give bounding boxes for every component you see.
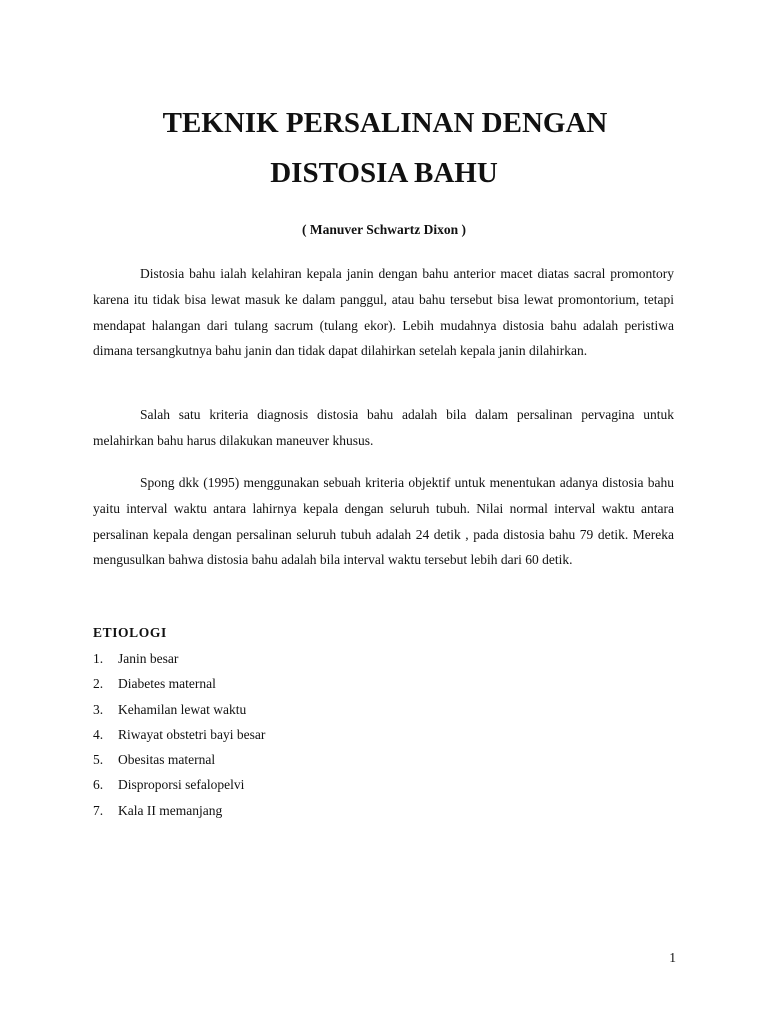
list-item-number: 7.	[93, 802, 104, 818]
list-item-number: 2.	[93, 676, 104, 692]
document-title-line-2: DISTOSIA BAHU	[270, 157, 498, 189]
list-item-text: Diabetes maternal	[118, 676, 216, 692]
list-item-text: Obesitas maternal	[118, 752, 216, 768]
list-item	[93, 676, 674, 701]
list-item-text: Janin besar	[118, 651, 179, 666]
document-title-line-1: TEKNIK PERSALINAN DENGAN	[162, 107, 608, 139]
list-item-number: 5.	[93, 752, 104, 768]
list-item-number: 4.	[93, 726, 104, 742]
list-item-text: Kehamilan lewat waktu	[118, 701, 247, 717]
list-item	[93, 777, 674, 802]
list-item	[93, 651, 674, 676]
list-item-text: Disproporsi sefalopelvi	[118, 777, 245, 793]
list-item-number: 1.	[93, 651, 104, 666]
page-number: 1	[669, 950, 676, 965]
list-item	[93, 702, 674, 727]
list-item-number: 3.	[93, 701, 104, 717]
list-item-text: Riwayat obstetri bayi besar	[118, 726, 266, 742]
list-item-number: 6.	[93, 777, 104, 793]
etiology-list	[93, 651, 674, 828]
list-item	[93, 752, 674, 777]
paragraph-definition: Distosia bahu ialah kelahiran kepala janin dengan bahu anterior macet diatas sacral promontory karena itu tidak bisa lewat masuk ke dalam panggul, atau bahu tersebut bisa lewat promontorium, tetapi mendapat halangan dari tulang sacrum (tulang ekor). Lebih mudahnya distosia bahu adalah peristiwa dimana tersangkutnya bahu janin dan tidak dapat dilahirkan setelah kepala janin dilahirkan.	[93, 266, 674, 359]
document-subtitle: ( Manuver Schwartz Dixon )	[302, 222, 466, 237]
section-heading-etiologi: ETIOLOGI	[93, 625, 167, 640]
list-item	[93, 727, 674, 752]
paragraph-diagnosis-criteria: Salah satu kriteria diagnosis distosia bahu adalah bila dalam persalinan pervagina untuk melahirkan bahu harus dilakukan maneuver khusus.	[93, 407, 674, 448]
list-item	[93, 803, 674, 828]
paragraph-objective-criteria: Spong dkk (1995) menggunakan sebuah kriteria objektif untuk menentukan adanya distosia bahu yaitu interval waktu antara lahirnya kepala dengan seluruh tubuh. Nilai normal interval waktu antara persalinan kepala dengan persalinan seluruh tubuh adalah 24 detik , pada distosia bahu 79 detik. Mereka mengusulkan bahwa distosia bahu adalah bila interval waktu tersebut lebih dari 60 detik.	[93, 475, 674, 568]
list-item-text: Kala II memanjang	[118, 802, 223, 818]
